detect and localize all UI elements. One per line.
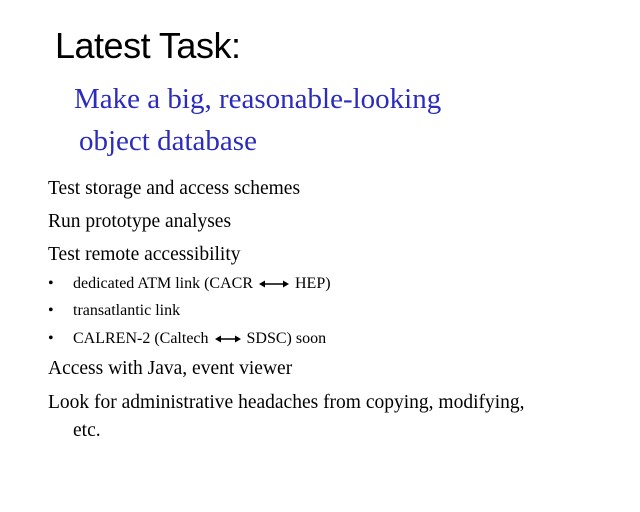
bullet-dot: • [48,302,54,319]
bullet-text [73,274,331,294]
item-access-java: Access with Java, event viewer [48,358,293,379]
slide-title: Latest Task: [55,25,241,66]
item-administrative-cont: etc. [73,420,101,441]
bullet-row-atm [0,274,640,294]
double-arrow-icon [259,279,289,289]
bullet-right-text: SDSC) soon [246,330,327,347]
bullet-row-calren [0,329,640,349]
bullet-left-text: CALREN-2 (Caltech [73,330,209,347]
bullet-row-transatlantic [0,301,640,321]
bullet-dot: • [48,330,54,347]
item-administrative: Look for administrative headaches from copying, modifying, [48,392,525,413]
item-test-remote: Test remote accessibility [48,244,241,265]
item-run-prototype: Run prototype analyses [48,211,232,232]
double-arrow-icon [215,334,241,344]
item-test-storage: Test storage and access schemes [48,178,301,199]
slide-subtitle-line-2: object database [79,125,257,157]
slide-subtitle-line-1: Make a big, reasonable-looking [74,83,442,115]
bullet-left-text: dedicated ATM link (CACR [73,275,253,292]
bullet-text: transatlantic link [73,302,181,319]
bullet-text [73,329,326,349]
bullet-dot: • [48,275,54,292]
bullet-right-text: HEP) [294,275,331,292]
